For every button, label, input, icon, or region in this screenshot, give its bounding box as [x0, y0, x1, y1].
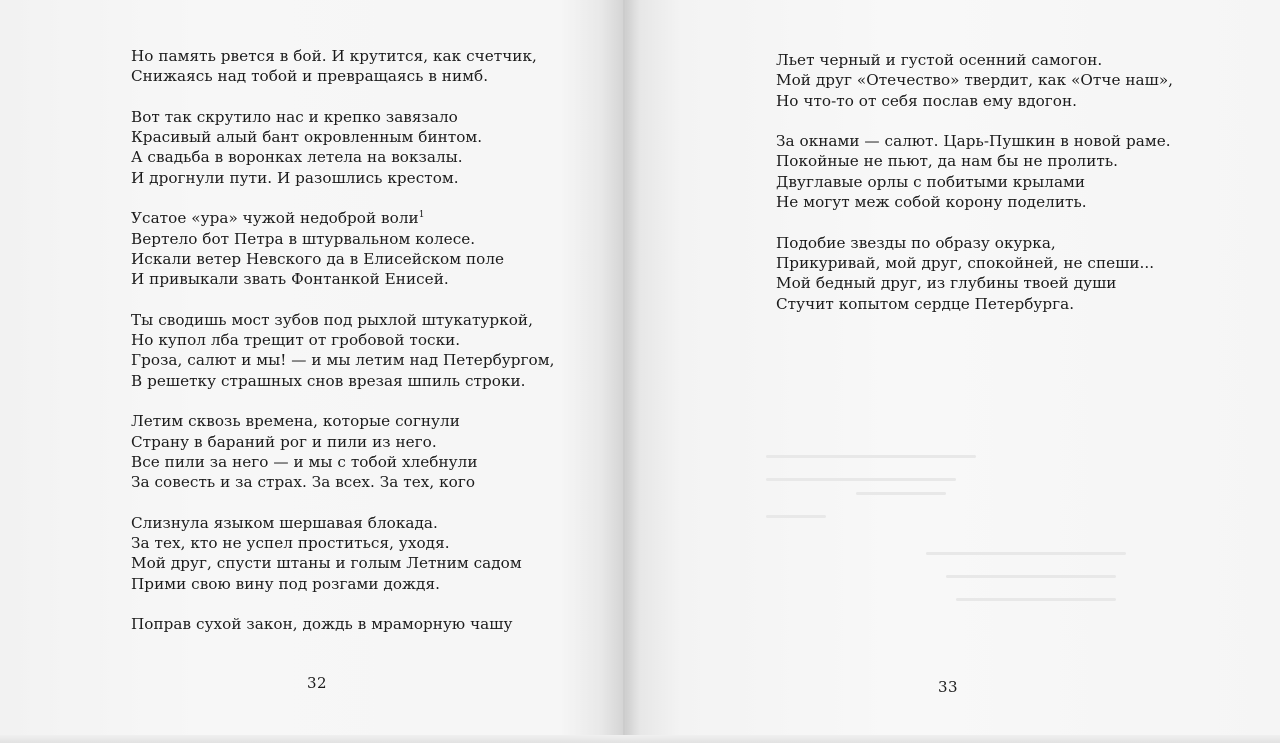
verse-line: В решетку страшных снов врезая шпиль строки.: [131, 371, 526, 390]
footnote-marker[interactable]: 1: [418, 210, 425, 221]
page-bottom-edge: [0, 735, 1280, 743]
poem-text-left: [131, 46, 555, 655]
bleed-through-mark: [946, 575, 1116, 578]
page-number-left: 32: [307, 674, 328, 692]
verse-line: Но купол лба трещит от гробовой тоски.: [131, 331, 461, 350]
bleed-through-mark: [956, 598, 1116, 601]
verse-line: А свадьба в воронках летела на вокзалы.: [131, 148, 463, 167]
book-gutter: [623, 0, 625, 743]
stanza: [131, 107, 555, 188]
verse-line: Не могут меж собой корону поделить.: [776, 193, 1087, 212]
verse-line: Искали ветер Невского да в Елисейском поле: [131, 249, 505, 268]
verse-line: Мой бедный друг, из глубины твоей души: [776, 274, 1117, 293]
bleed-through-mark: [926, 552, 1126, 555]
verse-line: За окнами — салют. Царь-Пушкин в новой раме.: [776, 132, 1171, 151]
verse-line: Мой друг, спусти штаны и голым Летним садом: [131, 554, 522, 573]
verse-line: Вертело бот Петра в штурвальном колесе.: [131, 229, 476, 248]
verse-line: Покойные не пьют, да нам бы не пролить.: [776, 152, 1119, 171]
verse-line: Поправ сухой закон, дождь в мраморную чашу: [131, 615, 513, 634]
stanza: [131, 411, 555, 492]
verse-line: Красивый алый бант окровленным бинтом.: [131, 128, 483, 147]
verse-line: Страну в бараний рог и пили из него.: [131, 432, 437, 451]
verse-line: Двуглавые орлы с побитыми крылами: [776, 172, 1086, 191]
verse-line: Все пили за него — и мы с тобой хлебнули: [131, 452, 478, 471]
verse-line: За тех, кто не успел проститься, уходя.: [131, 534, 450, 553]
verse-line: Вот так скрутило нас и крепко завязало: [131, 107, 458, 126]
stanza: [131, 614, 555, 634]
verse-line: Слизнула языком шершавая блокада.: [131, 513, 438, 532]
verse-line: Ты сводишь мост зубов под рыхлой штукатуркой,: [131, 310, 533, 329]
verse-line: И привыкали звать Фонтанкой Енисей.: [131, 270, 449, 289]
verse-line: Мой друг «Отечество» твердит, как «Отче наш»,: [776, 71, 1174, 90]
verse-line: Стучит копытом сердце Петербурга.: [776, 294, 1075, 313]
stanza: [776, 50, 1173, 111]
stanza: [776, 131, 1173, 212]
verse-line: За совесть и за страх. За всех. За тех, кого: [131, 473, 476, 492]
verse-line: И дрогнули пути. И разошлись крестом.: [131, 168, 459, 187]
bleed-through-mark: [766, 455, 976, 458]
stanza: [131, 310, 555, 391]
verse-line: Льет черный и густой осенний самогон.: [776, 51, 1103, 69]
verse-line: Прими свою вину под розгами дождя.: [131, 574, 440, 593]
bleed-through-mark: [766, 515, 826, 518]
stanza: [131, 208, 555, 289]
verse-line: Подобие звезды по образу окурка,: [776, 233, 1056, 252]
right-page: [626, 0, 1280, 743]
bleed-through-mark: [766, 478, 956, 481]
verse-line: Но что-то от себя послав ему вдогон.: [776, 91, 1078, 110]
stanza: [131, 513, 555, 594]
verse-line: Летим сквозь времена, которые согнули: [131, 412, 460, 431]
verse-line: Прикуривай, мой друг, спокойней, не спеши...: [776, 253, 1155, 272]
stanza: [131, 46, 555, 87]
verse-line-with-footnote: [131, 208, 555, 228]
verse-line-text: Усатое «ура» чужой недоброй воли: [131, 209, 419, 228]
stanza: [776, 233, 1173, 314]
bleed-through-mark: [856, 492, 946, 495]
page-number-right: 33: [938, 678, 959, 696]
verse-line: Но память рвется в бой. И крутится, как счетчик,: [131, 47, 537, 65]
verse-line: Снижаясь над тобой и превращаясь в нимб.: [131, 67, 489, 86]
poem-text-right: [776, 50, 1173, 334]
left-page: [0, 0, 622, 743]
verse-line: Гроза, салют и мы! — и мы летим над Петербургом,: [131, 351, 555, 370]
